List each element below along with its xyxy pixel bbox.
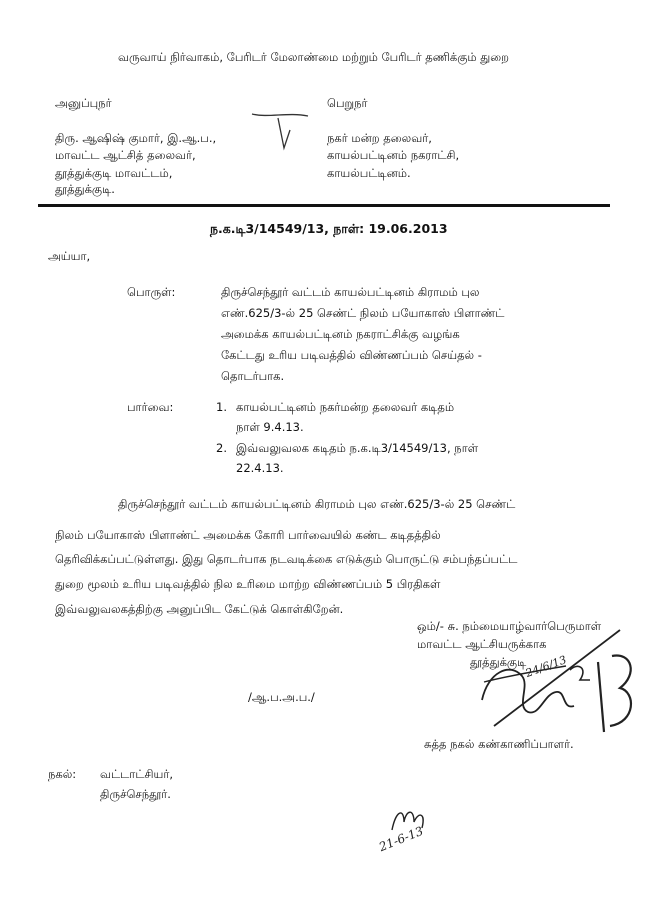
sender-line: மாவட்ட ஆட்சித் தலைவர், bbox=[55, 148, 196, 162]
certification: சுத்த நகல் கண்காணிப்பாளர். bbox=[424, 737, 574, 751]
subject-line: அமைக்க காயல்பட்டினம் நகராட்சிக்கு வழங்க bbox=[221, 327, 460, 341]
reference-item-line: காயல்பட்டினம் நகர்மன்ற தலைவர் கடிதம் bbox=[236, 400, 455, 414]
separator-rule bbox=[38, 204, 610, 207]
copy-label: நகல்: bbox=[48, 767, 77, 781]
copy-line: வட்டாட்சியர், bbox=[100, 767, 174, 781]
handwritten-bottom-date: 21-6-13 bbox=[377, 823, 426, 855]
body-line: திருச்செந்தூர் வட்டம் காயல்பட்டினம் கிராமம் புல எண்.625/3-ல் 25 செண்ட் bbox=[118, 497, 516, 511]
initials: /ஆ.ப.அ.ப./ bbox=[248, 690, 315, 704]
body-line: நிலம் பயோகாஸ் பிளாண்ட் அமைக்க கோரி பார்வையில் கண்ட கடிதத்தில் bbox=[55, 528, 441, 542]
copy-line: திருச்செந்தூர். bbox=[100, 787, 171, 801]
body-line: தெரிவிக்கப்பட்டுள்ளது. இது தொடர்பாக நடவடிக்கை எடுக்கும் பொருட்டு சம்பந்தப்பட்ட bbox=[55, 552, 518, 566]
subject-line: திருச்செந்தூர் வட்டம் காயல்பட்டினம் கிராமம் புல bbox=[221, 285, 480, 299]
department-heading: வருவாய் நிர்வாகம், பேரிடர் மேலாண்மை மற்றும் பேரிடர் தணிக்கும் துறை bbox=[118, 50, 509, 64]
sender-line: திரு. ஆஷிஷ் குமார், இ.ஆ.ப., bbox=[55, 131, 217, 145]
handwritten-signature-icon bbox=[470, 622, 640, 747]
subject-line: எண்.625/3-ல் 25 செண்ட் நிலம் பயோகாஸ் பிளாண்ட் bbox=[221, 306, 505, 320]
recipient-label: பெறுநர் bbox=[327, 96, 368, 110]
recipient-line: காயல்பட்டினம். bbox=[327, 166, 411, 180]
handwritten-date-near-signature: 24/6/13 bbox=[523, 653, 569, 680]
reference-number: ந.க.டி3/14549/13, நாள்: 19.06.2013 bbox=[210, 221, 448, 236]
recipient-line: காயல்பட்டினம் நகராட்சி, bbox=[327, 148, 460, 162]
salutation: அய்யா, bbox=[48, 249, 91, 263]
recipient-line: நகர் மன்ற தலைவர், bbox=[327, 131, 432, 145]
signature-line: மாவட்ட ஆட்சியருக்காக bbox=[417, 637, 547, 651]
reference-item-line: இவ்வலுவலக கடிதம் ந.க.டி3/14549/13, நாள் bbox=[236, 441, 479, 455]
sender-line: தூத்துக்குடி மாவட்டம், bbox=[55, 166, 173, 180]
sender-label: அனுப்புநர் bbox=[55, 96, 112, 110]
subject-line: கேட்டது உரிய படிவத்தில் விண்ணப்பம் செய்தல் - bbox=[221, 348, 482, 362]
reference-item-line: நாள் 9.4.13. bbox=[236, 420, 304, 434]
reference-item-line: 22.4.13. bbox=[236, 461, 284, 475]
subject-line: தொடர்பாக. bbox=[221, 369, 285, 383]
signature-line: ஒம்/- சு. நம்மையாழ்வார்பெருமாள் bbox=[417, 619, 602, 633]
pen-mark-icon bbox=[248, 108, 318, 158]
subject-label: பொருள்: bbox=[127, 285, 176, 299]
reference-item-number: 2. bbox=[216, 441, 227, 455]
references-label: பார்வை: bbox=[127, 400, 174, 414]
reference-item-number: 1. bbox=[216, 400, 227, 414]
sender-line: தூத்துக்குடி. bbox=[55, 182, 115, 196]
body-line: இவ்வலுவலகத்திற்கு அனுப்பிட கேட்டுக் கொள்கிறேன். bbox=[55, 602, 344, 616]
signature-line: தூத்துக்குடி bbox=[470, 655, 527, 669]
body-line: துறை மூலம் உரிய படிவத்தில் நில உரிமை மாற்ற விண்ணப்பம் 5 பிரதிகள் bbox=[55, 577, 441, 591]
